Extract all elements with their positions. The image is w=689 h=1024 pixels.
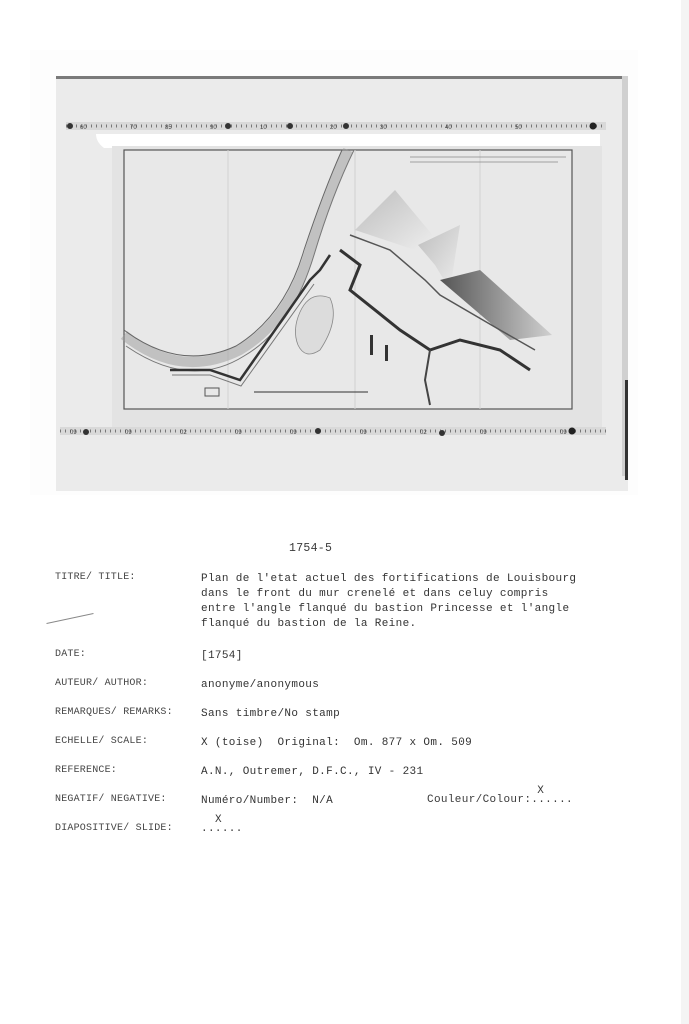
field-label: AUTEUR/ AUTHOR: (55, 678, 149, 689)
field-label: REFERENCE: (55, 765, 118, 776)
field-value: Plan de l'etat actuel des fortifications de Louisbourg dans le front du mur crenelé et dans celuy compris entre l'angle flanqué du bastion Princesse et l'angle flanqué du bastion de la Reine. (201, 573, 577, 630)
ruler-number: 09 (290, 430, 297, 436)
field-label: ECHELLE/ SCALE: (55, 736, 149, 747)
field-value: Sans timbre/No stamp (201, 708, 341, 720)
ruler-number: 70 (130, 125, 137, 131)
ruler-number: 40 (445, 125, 452, 131)
ruler-number: 20 (330, 125, 337, 131)
ruler-number: 30 (380, 125, 387, 131)
colour-check (531, 785, 573, 806)
colour-dots: ...... (531, 794, 573, 806)
ruler-number: 09 (125, 430, 132, 436)
slide-mark: X (215, 814, 222, 826)
ruler-number: 85 (165, 125, 172, 131)
field-label: DATE: (55, 649, 87, 660)
field-label: DIAPOSITIVE/ SLIDE: (55, 823, 173, 834)
field-value: anonyme/anonymous (201, 679, 320, 691)
ruler-number: 90 (210, 125, 217, 131)
field-value: X (toise) Original: Om. 877 x Om. 509 (201, 737, 473, 749)
slide-check (201, 814, 243, 835)
colour-label: Couleur/Colour: (427, 794, 532, 806)
ruler-number: 02 (420, 430, 427, 436)
ruler-number: 10 (260, 125, 267, 131)
ruler-number: 09 (480, 430, 487, 436)
field-label: REMARQUES/ REMARKS: (55, 707, 173, 718)
colour-mark: X (537, 785, 545, 797)
field-value: A.N., Outremer, D.F.C., IV - 231 (201, 766, 424, 778)
field-label: TITRE/ TITLE: (55, 572, 136, 583)
ruler-number: 09 (360, 430, 367, 436)
ruler-number: 50 (515, 125, 522, 131)
slide-dots: ...... (201, 823, 243, 835)
ruler-number: 09 (560, 430, 567, 436)
ruler-number: 60 (80, 125, 87, 131)
field-value: Numéro/Number: N/A (201, 795, 334, 807)
field-label: NEGATIF/ NEGATIVE: (55, 794, 167, 805)
ruler-number: 09 (70, 430, 77, 436)
ruler-number: 02 (180, 430, 187, 436)
pen-mark (46, 613, 93, 624)
field-value: [1754] (201, 650, 243, 662)
document-code: 1754-5 (289, 542, 333, 555)
colour-field (427, 785, 573, 806)
ruler-number: 09 (235, 430, 242, 436)
